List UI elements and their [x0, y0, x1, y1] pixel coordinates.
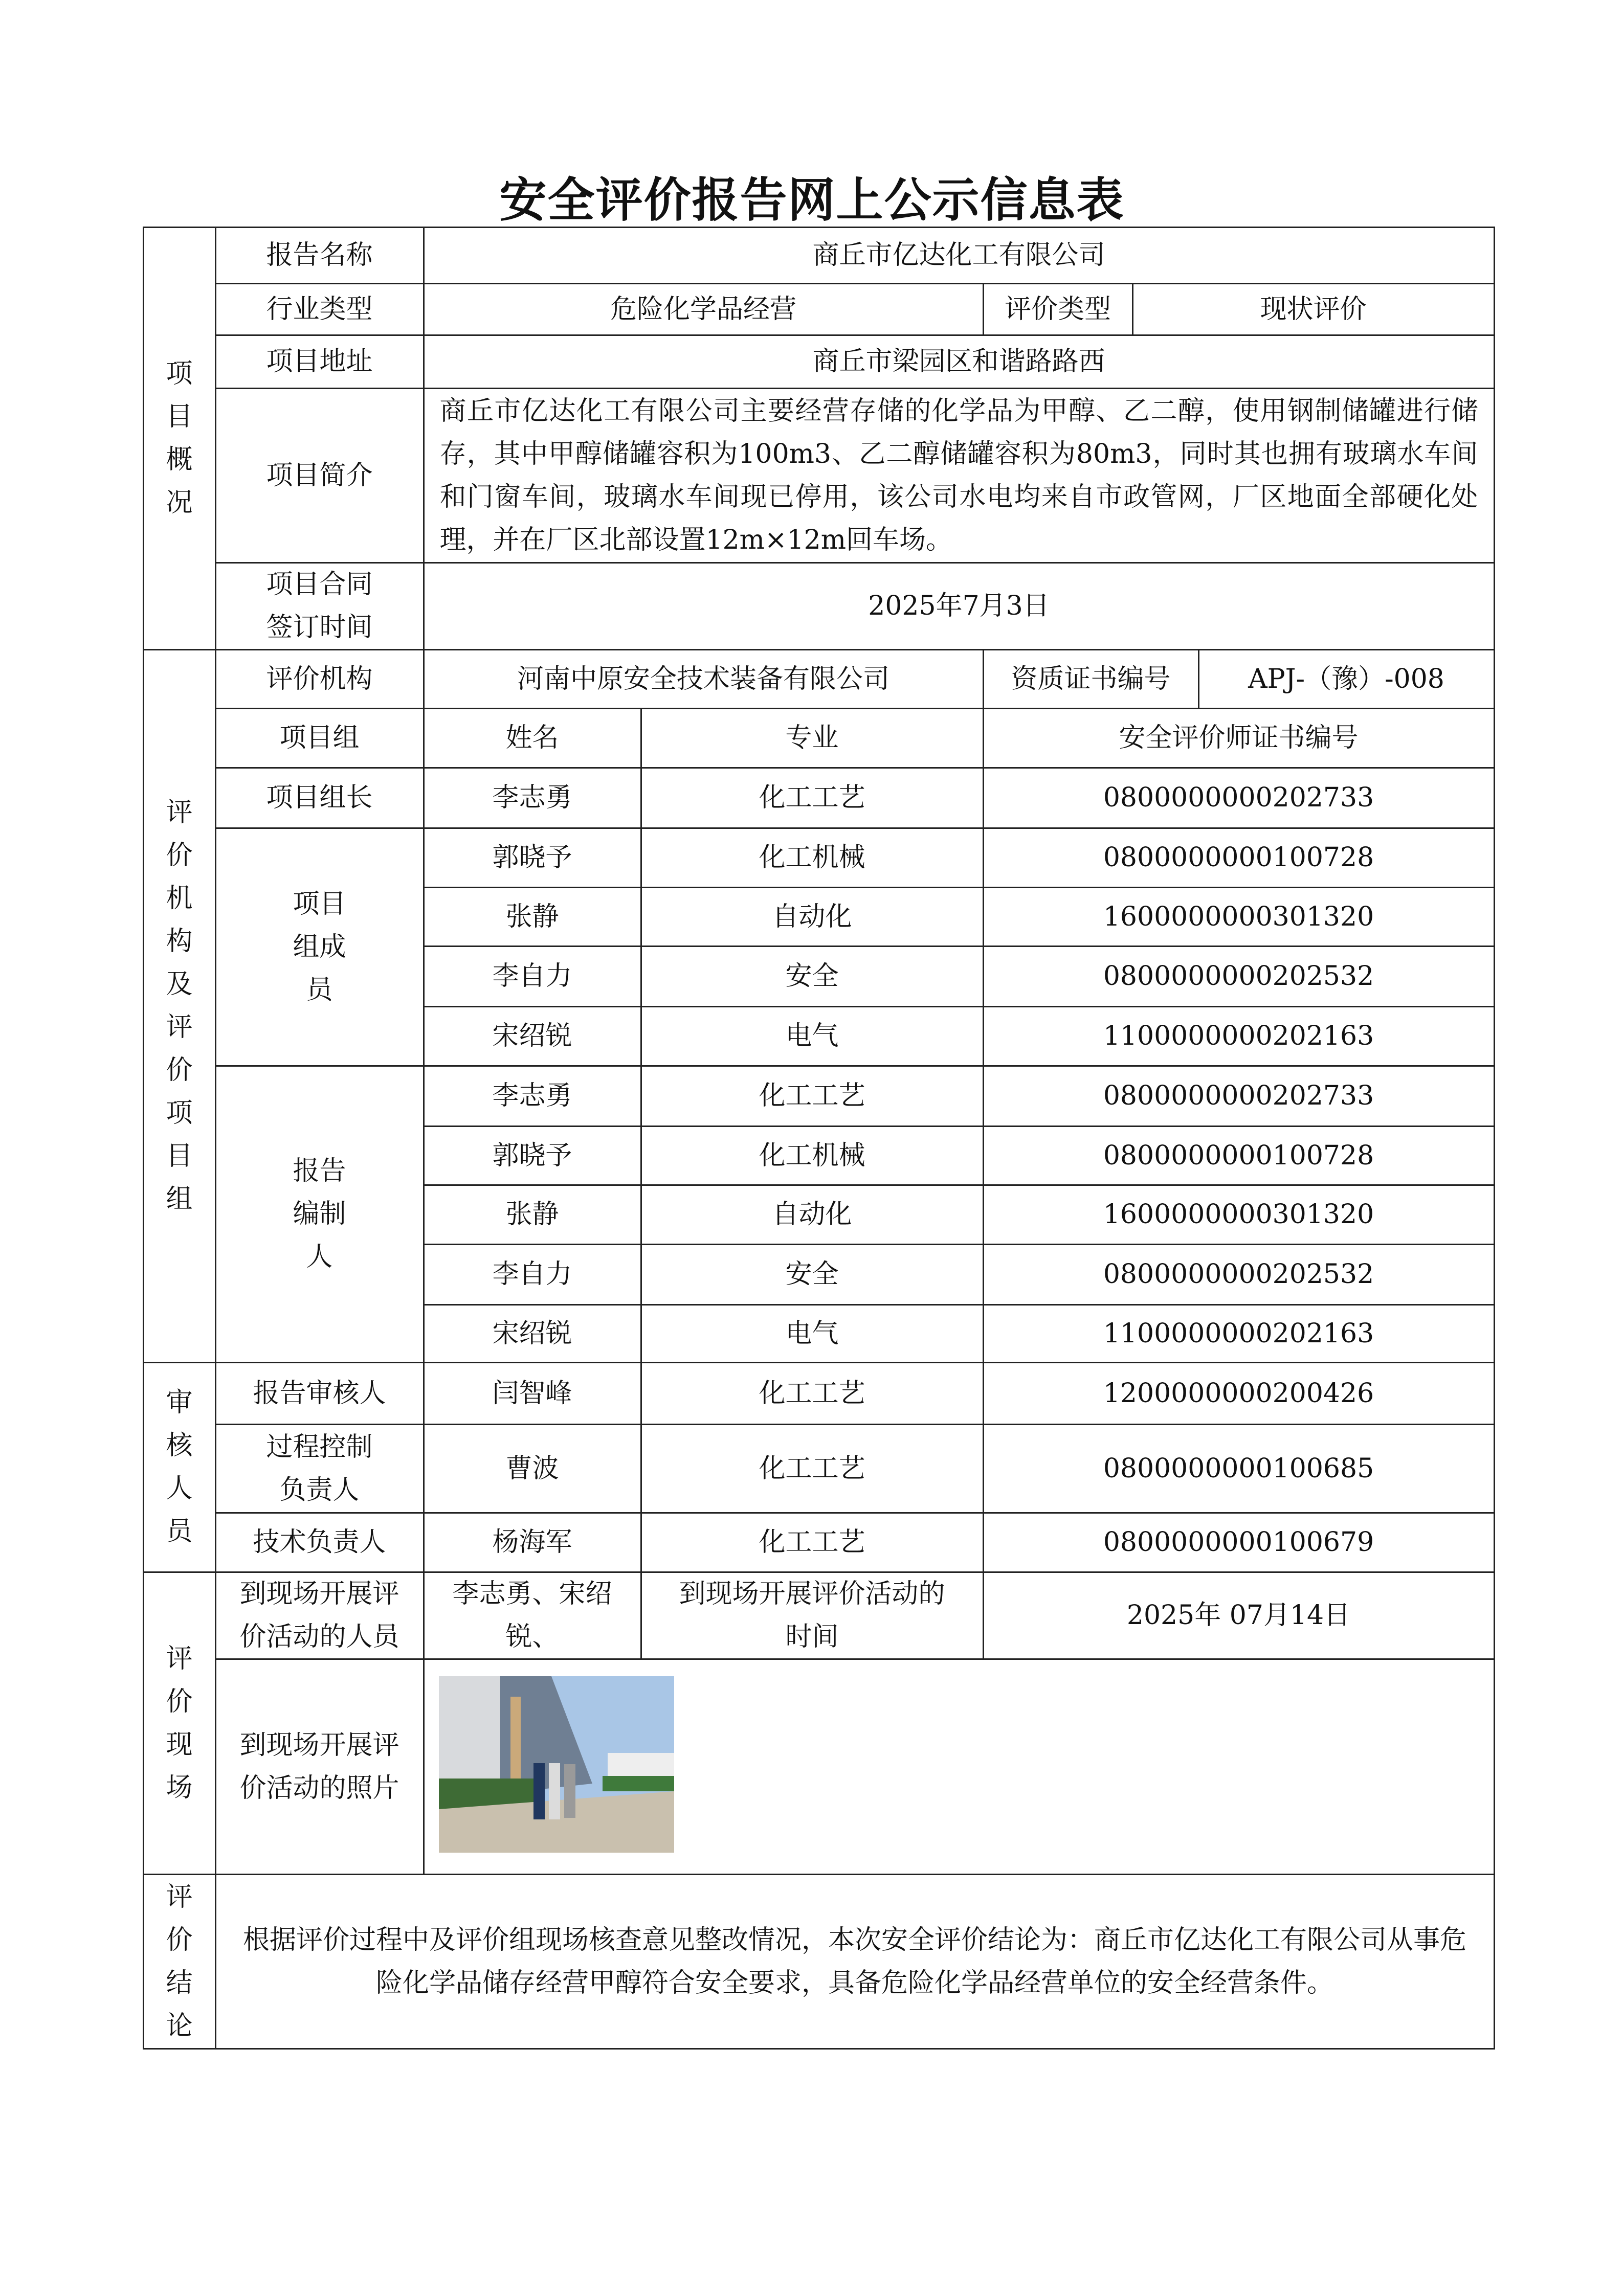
section-conclusion: 评 价 结 论 — [143, 1874, 216, 2050]
person-cert — [983, 1184, 1495, 1245]
site-time-label-text: 到现场开展评价活动的时间 — [679, 1579, 945, 1652]
person-cert-text: 0800000000100685 — [1103, 1453, 1374, 1484]
person-major — [640, 1512, 984, 1573]
person-major-text: 化工工艺 — [759, 1527, 865, 1558]
person-major — [640, 1244, 984, 1305]
person-name — [423, 946, 642, 1007]
contract-date-value-text: 2025年7月3日 — [868, 591, 1050, 621]
person-major — [640, 1006, 984, 1067]
eval-type-label-text: 评价类型 — [1004, 294, 1111, 325]
person-cert — [983, 1304, 1495, 1363]
cert-label-text: 资质证书编号 — [1011, 663, 1171, 694]
person-major — [640, 767, 984, 829]
members-label — [215, 827, 425, 1067]
person-cert — [983, 1126, 1495, 1186]
person-cert — [983, 767, 1495, 829]
eval-type-label — [983, 283, 1133, 336]
person-cert-text: 0800000000202733 — [1103, 782, 1374, 813]
review-role — [215, 1424, 425, 1514]
person-name — [423, 1304, 642, 1363]
person-major — [640, 946, 984, 1007]
person-major-text: 安全 — [785, 961, 839, 992]
review-role-text: 过程控制负责人 — [266, 1431, 373, 1505]
site-time-value-text: 2025年 07月14日 — [1126, 1600, 1351, 1631]
conclusion-value-text: 根据评价过程中及评价组现场核查意见整改情况，本次安全评价结论为：商丘市亿达化工有限公司从事危险化学品储存经营甲醇符合安全要求，具备危险化学品经营单位的安全经营条件。 — [242, 1924, 1466, 1998]
person-major — [640, 1362, 984, 1425]
person-cert-text: 1600000000301320 — [1103, 901, 1374, 932]
site-people-value — [423, 1571, 642, 1660]
report-name-value-text: 商丘市亿达化工有限公司 — [812, 240, 1105, 271]
person-cert-text: 0800000000100728 — [1103, 1140, 1374, 1171]
person-name-text: 李自力 — [492, 961, 572, 992]
intro-label — [215, 388, 425, 564]
site-photo-label — [215, 1658, 425, 1875]
org-label — [215, 649, 425, 709]
address-label — [215, 334, 425, 389]
person-major-text: 化工工艺 — [759, 782, 865, 813]
org-value — [423, 649, 984, 709]
person-name — [423, 1184, 642, 1245]
site-photo — [439, 1676, 674, 1853]
person-name-text: 郭晓予 — [492, 1140, 572, 1171]
authors-label — [215, 1065, 425, 1363]
person-cert-text: 1200000000200426 — [1103, 1378, 1374, 1409]
person-name-text: 李自力 — [492, 1259, 572, 1290]
site-people-value-text: 李志勇、宋绍锐、 — [452, 1579, 612, 1652]
person-name-text: 张静 — [505, 901, 559, 932]
person-cert — [983, 1006, 1495, 1067]
review-role-text: 技术负责人 — [253, 1527, 386, 1558]
table-header — [640, 708, 984, 769]
person-cert — [983, 1424, 1495, 1514]
site-people-label — [215, 1571, 425, 1660]
person-cert-text: 1100000000202163 — [1103, 1021, 1374, 1051]
person-major — [640, 1184, 984, 1245]
person-major — [640, 1304, 984, 1363]
leader-label-text: 项目组长 — [266, 782, 373, 813]
person-name-text: 李志勇 — [492, 1081, 572, 1111]
person-major — [640, 1424, 984, 1514]
person-name-text: 闫智峰 — [492, 1378, 572, 1409]
section-agency: 评 价 机 构 及 评 价 项 目 组 — [143, 649, 216, 1363]
review-role — [215, 1512, 425, 1573]
person-major-text: 化工机械 — [759, 842, 865, 873]
person-major — [640, 887, 984, 947]
authors-label-text: 报告编制人 — [293, 1156, 346, 1272]
table-header — [423, 708, 642, 769]
table-header — [215, 708, 425, 769]
table-header-text: 专业 — [785, 723, 839, 753]
person-cert-text: 1600000000301320 — [1103, 1199, 1374, 1230]
address-value — [423, 334, 1495, 389]
person-major — [640, 827, 984, 888]
person-cert — [983, 827, 1495, 888]
person-name-text: 杨海军 — [492, 1527, 572, 1558]
person-major-text: 安全 — [785, 1259, 839, 1290]
person-major — [640, 1126, 984, 1186]
industry-value — [423, 283, 984, 336]
person-major-text: 电气 — [785, 1021, 839, 1051]
person-name — [423, 1126, 642, 1186]
person-cert — [983, 1244, 1495, 1305]
members-label-text: 项目组成员 — [293, 888, 346, 1005]
industry-label-text: 行业类型 — [266, 294, 373, 325]
person-cert-text: 1100000000202163 — [1103, 1318, 1374, 1349]
cert-value — [1198, 649, 1495, 709]
person-major-text: 化工工艺 — [759, 1081, 865, 1111]
person-major-text: 化工机械 — [759, 1140, 865, 1171]
section-review: 审 核 人 员 — [143, 1362, 216, 1573]
person-name — [423, 1512, 642, 1573]
table-header-text: 姓名 — [505, 723, 559, 753]
person-cert-text: 0800000000202733 — [1103, 1081, 1374, 1111]
contract-label — [215, 562, 425, 650]
person-name-text: 宋绍锐 — [492, 1318, 572, 1349]
person-cert-text: 0800000000100728 — [1103, 842, 1374, 873]
person-name — [423, 887, 642, 947]
person-name-text: 曹波 — [505, 1453, 559, 1484]
table-header-text: 项目组 — [279, 723, 360, 753]
page-title: 安全评价报告网上公示信息表 — [499, 173, 1125, 228]
person-cert-text: 0800000000202532 — [1103, 1259, 1374, 1290]
person-name-text: 郭晓予 — [492, 842, 572, 873]
person-major-text: 自动化 — [772, 901, 852, 932]
report-name-label — [215, 227, 425, 284]
section-site: 评 价 现 场 — [143, 1571, 216, 1875]
person-major-text: 化工工艺 — [759, 1378, 865, 1409]
report-name-value — [423, 227, 1495, 284]
person-name — [423, 767, 642, 829]
person-name — [423, 1006, 642, 1067]
org-label-text: 评价机构 — [266, 663, 373, 694]
section-overview: 项 目 概 况 — [143, 227, 216, 650]
person-major-text: 自动化 — [772, 1199, 852, 1230]
person-name — [423, 1065, 642, 1127]
person-name-text: 张静 — [505, 1199, 559, 1230]
review-role — [215, 1362, 425, 1425]
org-value-text: 河南中原安全技术装备有限公司 — [517, 663, 889, 694]
person-name — [423, 1244, 642, 1305]
eval-type-value — [1132, 283, 1495, 336]
review-role-text: 报告审核人 — [253, 1378, 386, 1409]
contract-date-value — [423, 562, 1495, 650]
person-cert — [983, 1065, 1495, 1127]
intro-value-text: 商丘市亿达化工有限公司主要经营存储的化学品为甲醇、乙二醇，使用钢制储罐进行储存，其中甲醇储罐容积为100m3、乙二醇储罐容积为80m3，同时其也拥有玻璃水车间和门窗车间，玻璃水车间现已停用，该公司水电均来自市政管网，厂区地面全部硬化处理，并在厂区北部设置12m×12m回车场。 — [439, 395, 1478, 555]
person-name — [423, 827, 642, 888]
site-photo-label-text: 到现场开展评价活动的照片 — [239, 1729, 399, 1804]
person-cert — [983, 1362, 1495, 1425]
site-people-label-text: 到现场开展评价活动的人员 — [239, 1579, 399, 1652]
person-name — [423, 1424, 642, 1514]
industry-label — [215, 283, 425, 336]
table-header-text: 安全评价师证书编号 — [1119, 723, 1359, 753]
person-major — [640, 1065, 984, 1127]
person-cert — [983, 946, 1495, 1007]
person-name-text: 李志勇 — [492, 782, 572, 813]
person-cert — [983, 887, 1495, 947]
person-major-text: 化工工艺 — [759, 1453, 865, 1484]
report-name-label-text: 报告名称 — [266, 240, 373, 271]
person-name-text: 宋绍锐 — [492, 1021, 572, 1051]
intro-label-text: 项目简介 — [266, 460, 373, 491]
person-cert-text: 0800000000100679 — [1103, 1527, 1374, 1558]
person-cert — [983, 1512, 1495, 1573]
cert-label — [983, 649, 1199, 709]
address-label-text: 项目地址 — [266, 346, 373, 377]
leader-label — [215, 767, 425, 829]
person-major-text: 电气 — [785, 1318, 839, 1349]
intro-value — [423, 388, 1495, 564]
address-value-text: 商丘市梁园区和谐路路西 — [812, 346, 1105, 377]
industry-value-text: 危险化学品经营 — [610, 294, 796, 325]
site-time-value — [983, 1571, 1495, 1660]
contract-label-text: 项目合同签订时间 — [266, 569, 373, 643]
person-name — [423, 1362, 642, 1425]
table-header — [983, 708, 1495, 769]
cert-value-text: APJ-（豫）-008 — [1248, 663, 1444, 694]
site-time-label — [640, 1571, 984, 1660]
person-cert-text: 0800000000202532 — [1103, 961, 1374, 992]
conclusion-value — [215, 1874, 1495, 2050]
eval-type-value-text: 现状评价 — [1260, 294, 1367, 325]
